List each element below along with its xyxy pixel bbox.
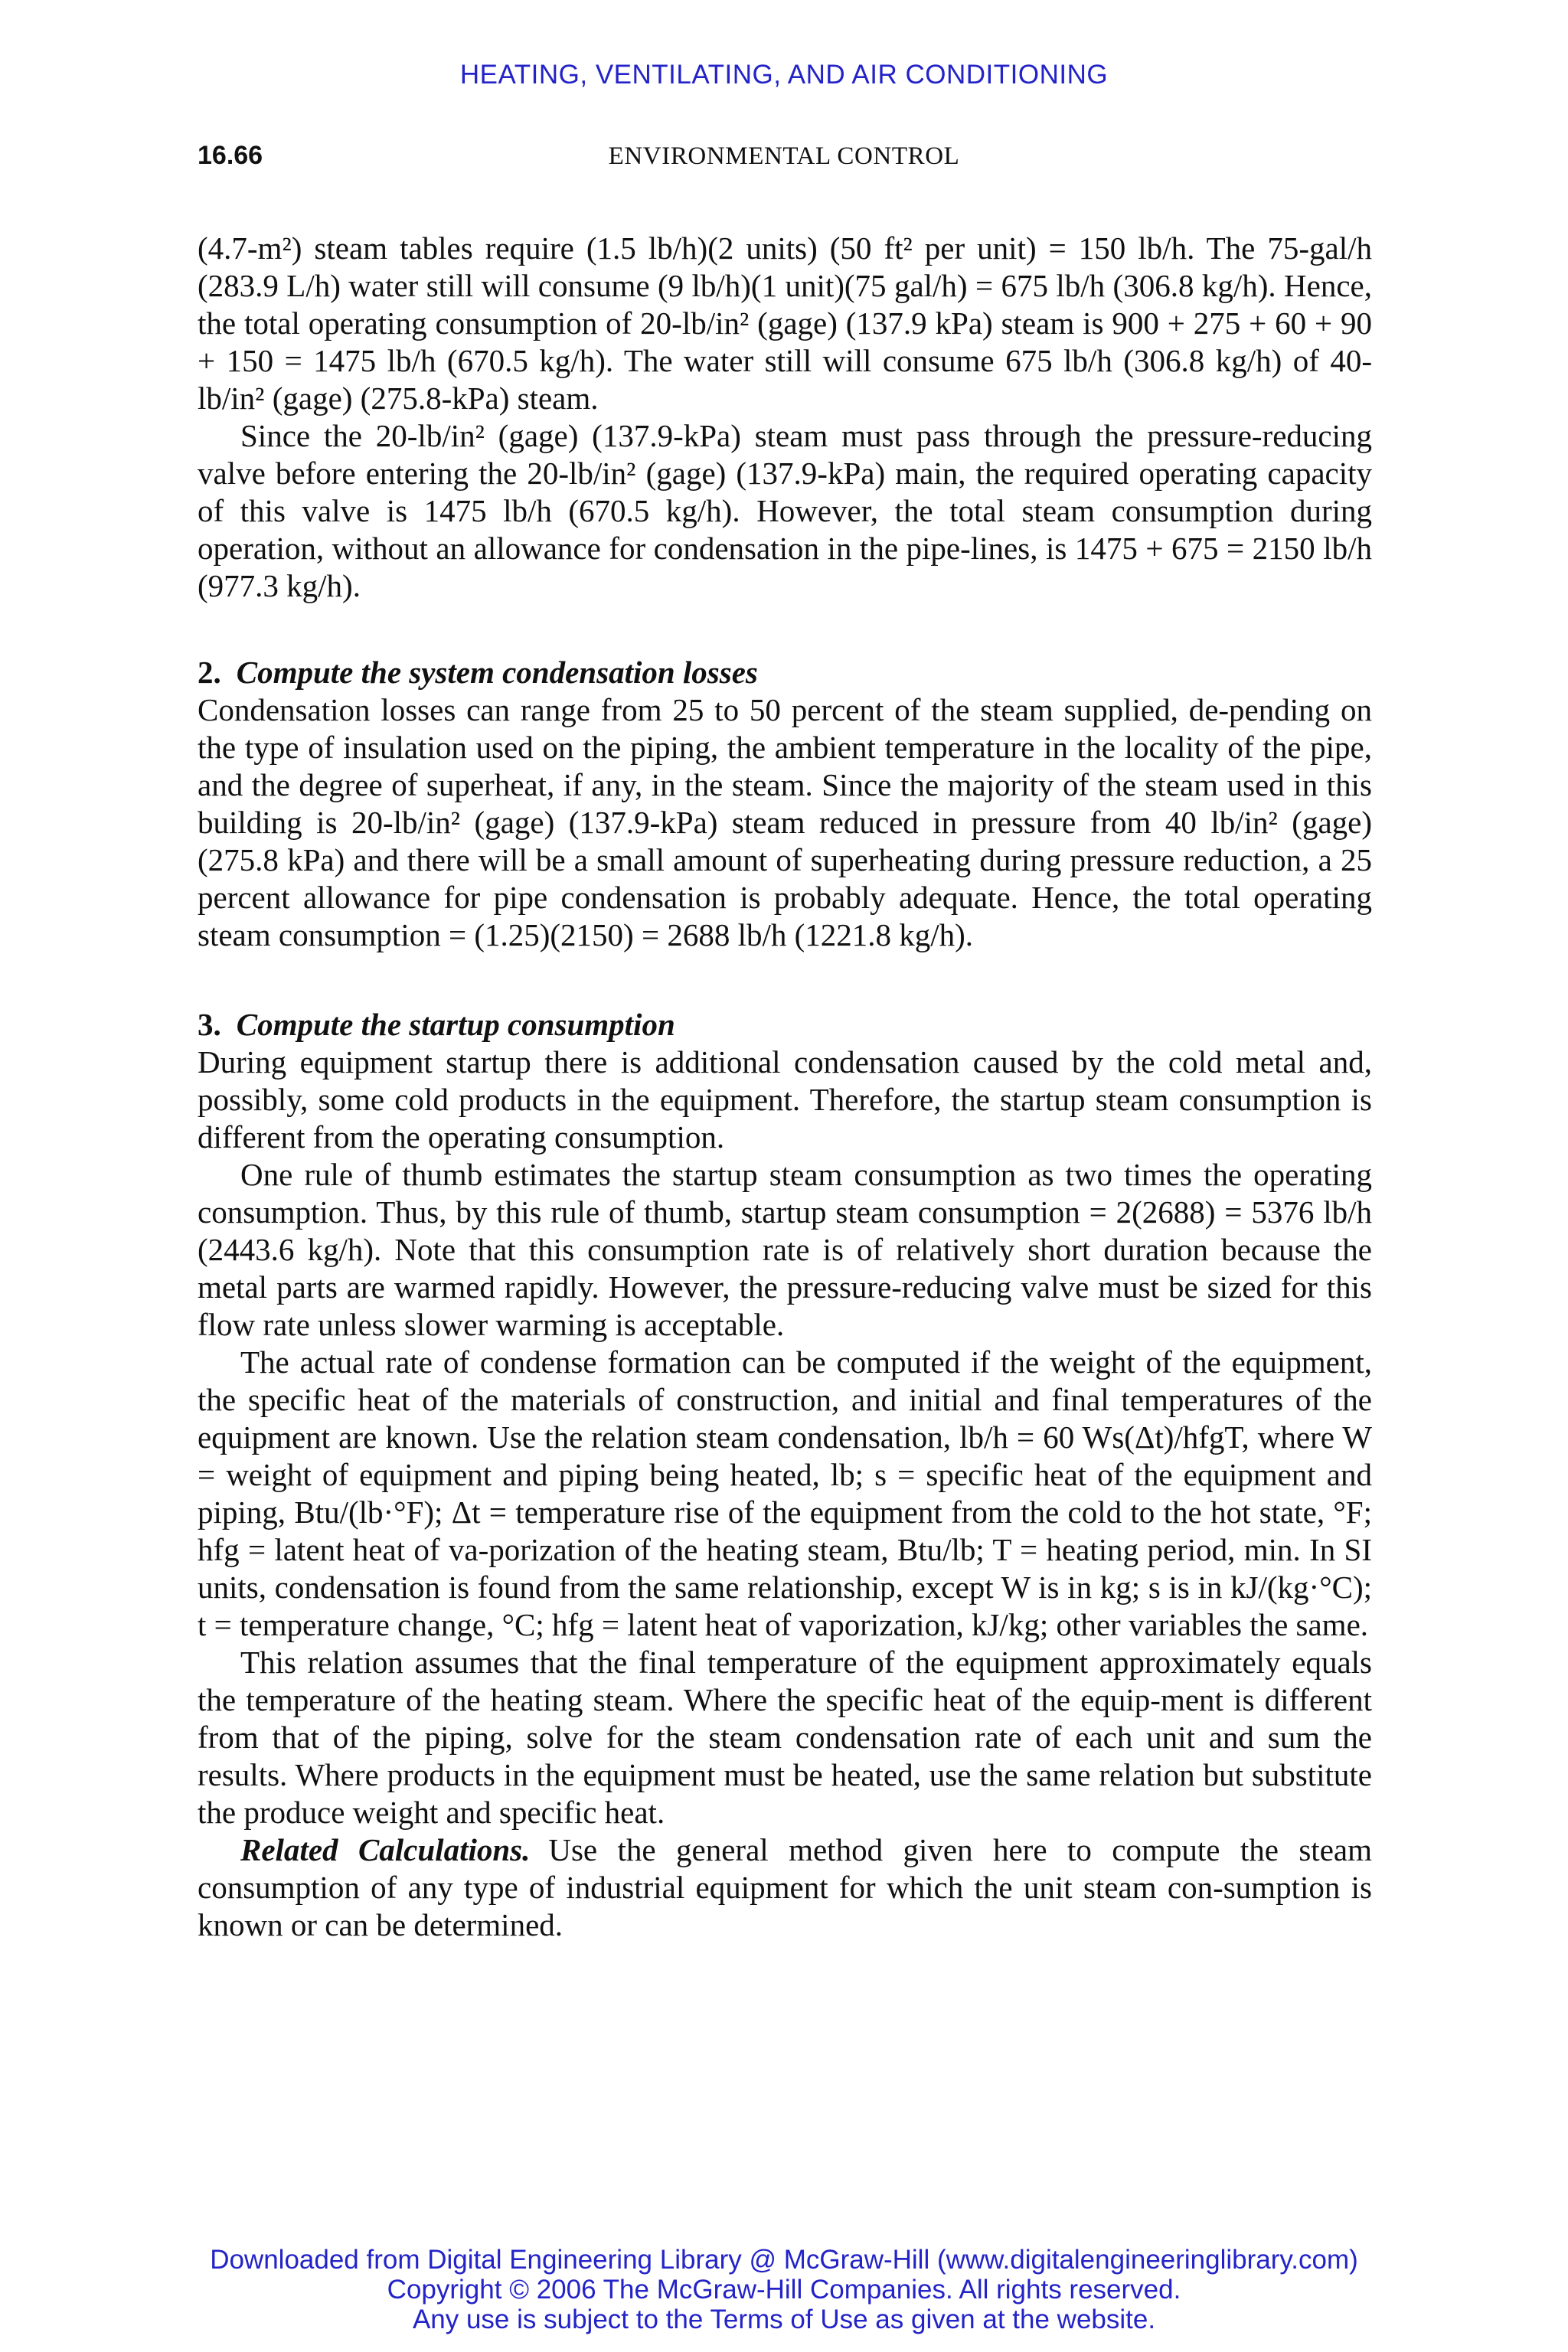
step-3-title: Compute the startup consumption [236,1007,675,1042]
related-calculations-label: Related Calculations. [240,1832,531,1867]
book-title-banner: HEATING, VENTILATING, AND AIR CONDITIONING [459,60,1109,90]
copyright-footer [0,2245,1568,2334]
paragraph-condensation-relation: The actual rate of condense formation can be computed if the weight of the equipment, the specific heat of the materials of construction, and initial and final temperatures of the equipment are known. Use the relation steam condensation, lb/h = 60 Ws(Δt)/hfgT, where W = weight of equipment and piping being heated, lb; s = specific heat of the equipment and piping, Btu/(lb·°F); Δt = temperature rise of the equipment from the cold to the hot state, °F; hfg = latent heat of va-porization of the heating steam, Btu/lb; T = heating period, min. In SI units, condensation is found from the same relationship, except W is in kg; s is in kJ/(kg·°C); t = temperature change, °C; hfg = latent heat of vaporization, kJ/kg; other variables the same. [198,1344,1372,1642]
paragraph-related-calculations [198,1831,1372,1944]
step-2-number: 2. [198,655,221,690]
step-2-title: Compute the system condensation losses [236,655,758,690]
footer-download-line[interactable]: Downloaded from Digital Engineering Library @ McGraw-Hill (www.digitalengineeringlibrary.com) [210,2245,1358,2275]
paragraph-rule-of-thumb: One rule of thumb estimates the startup steam consumption as two times the operating consumption. Thus, by this rule of thumb, startup steam consumption = 2(2688) = 5376 lb/h (2443.6 kg/h). Note that this consumption rate is of relatively short duration because the metal parts are warmed rapidly. However, the pressure-reducing valve must be sized for this flow rate unless slower warming is acceptable. [198,1157,1372,1342]
step-3-number: 3. [198,1007,221,1042]
step-3-heading [198,1006,1372,1044]
paragraph-intro: (4.7-m²) steam tables require (1.5 lb/h)(2 units) (50 ft² per unit) = 150 lb/h. The 75-gal/h (283.9 L/h) water still will consume (9 lb/h)(1 unit)(75 gal/h) = 675 lb/h (306.8 kg/h). Hence, the total operating consumption of 20-lb/in² (gage) (137.9 kPa) steam is 900 + 275 + 60 + 90 + 150 = 1475 lb/h (670.5 kg/h). The water still will consume 675 lb/h (306.8 kg/h) of 40-lb/in² (gage) (275.8-kPa) steam. [198,230,1372,416]
paragraph-relation-assumptions: This relation assumes that the final temperature of the equipment approximately equals the temperature of the heating steam. Where the specific heat of the equip-ment is different from that of the piping, solve for the steam condensation rate of each unit and sum the results. Where products in the equipment must be heated, use the same relation but substitute the produce weight and specific heat. [198,1645,1372,1830]
running-head: ENVIRONMENTAL CONTROL [608,142,960,170]
paragraph-condensation-losses: Condensation losses can range from 25 to 50 percent of the steam supplied, de-pending on the type of insulation used on the piping, the ambient temperature in the locality of the pipe, and the degree of superheat, if any, in the steam. Since the majority of the steam used in this building is 20-lb/in² (gage) (137.9-kPa) steam reduced in pressure from 40 lb/in² (gage) (275.8 kPa) and there will be a small amount of superheating during pressure reduction, a 25 percent allowance for pipe condensation is probably adequate. Hence, the total operating steam consumption = (1.25)(2150) = 2688 lb/h (1221.8 kg/h). [198,692,1372,952]
footer-copyright-line: Copyright © 2006 The McGraw-Hill Companies. All rights reserved. [387,2275,1181,2305]
paragraph-valve-capacity: Since the 20-lb/in² (gage) (137.9-kPa) steam must pass through the pressure-reducing valve before entering the 20-lb/in² (gage) (137.9-kPa) main, the required operating capacity of this valve is 1475 lb/h (670.5 kg/h). However, the total steam consumption during operation, without an allowance for condensation in the pipe-lines, is 1475 + 675 = 2150 lb/h (977.3 kg/h). [198,418,1372,603]
page-number: 16.66 [198,141,263,170]
related-calculations-text: Use the general method given here to compute the steam consumption of any type of industrial equipment for which the unit steam con-sumption is known or can be determined. [198,1832,1372,1942]
footer-terms-line: Any use is subject to the Terms of Use as given at the website. [412,2305,1156,2334]
step-2-heading [198,654,1372,691]
paragraph-startup-consumption: During equipment startup there is additional condensation caused by the cold metal and, possibly, some cold products in the equipment. Therefore, the startup steam consumption is different from the operating consumption. [198,1044,1372,1155]
page-body [198,230,1372,1944]
